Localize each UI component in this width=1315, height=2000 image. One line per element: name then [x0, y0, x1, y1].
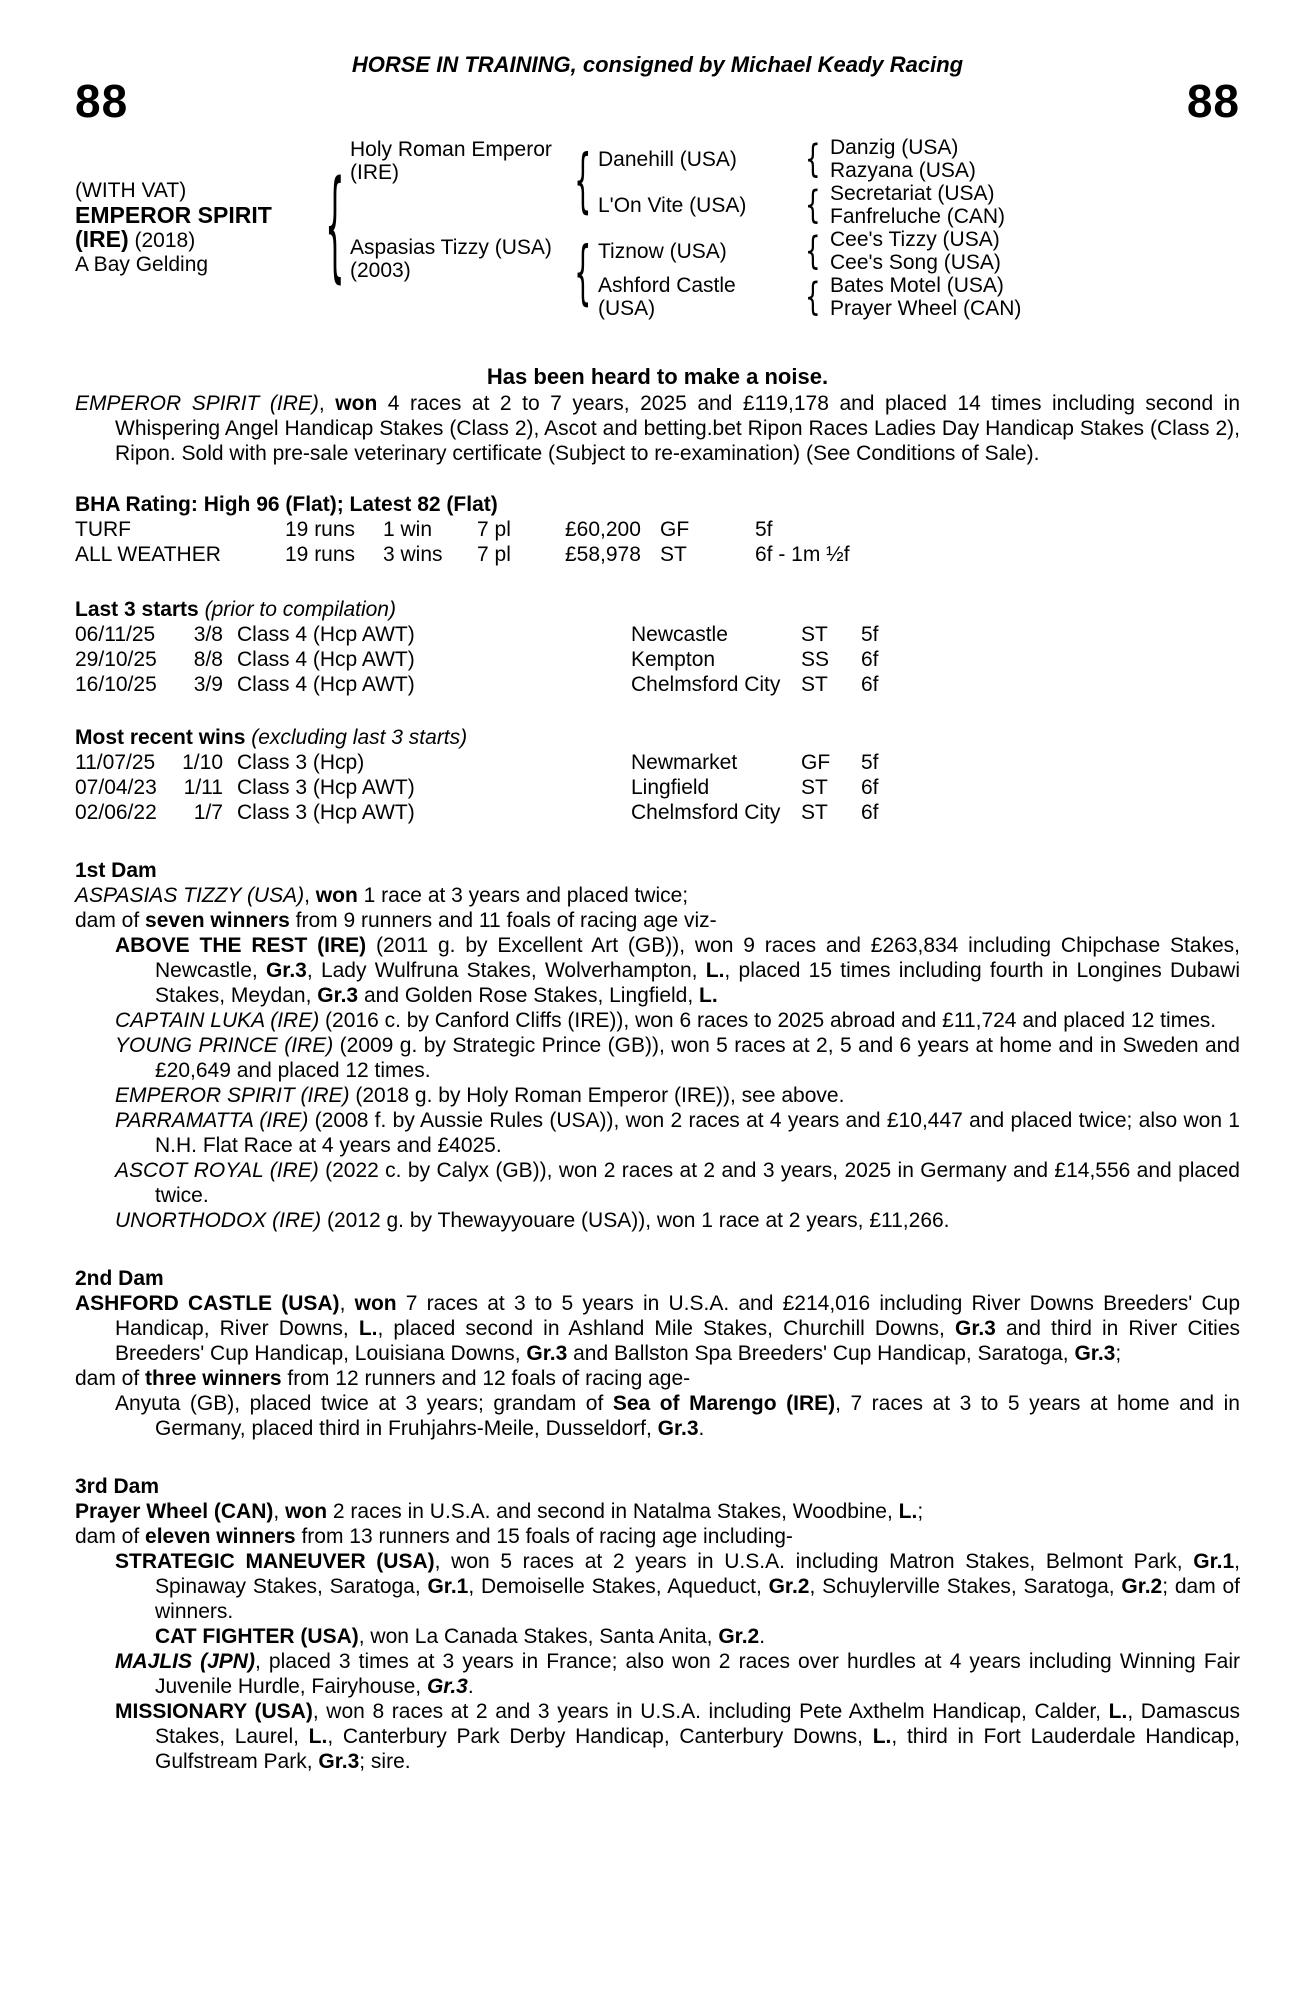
- pedigree-brace-gen3: [796, 228, 830, 274]
- win-date: 07/04/23: [75, 776, 157, 799]
- second-dam-heading: 2nd Dam: [75, 1267, 164, 1290]
- second-dam-section: [75, 1266, 1240, 1441]
- last-starts-section: [75, 597, 1240, 697]
- win-class: Class 3 (Hcp AWT): [237, 776, 415, 799]
- progeny-entry: UNORTHODOX (IRE) (2012 g. by Thewayyouare (USA)), won 1 race at 2 years, £11,266.: [115, 1209, 950, 1232]
- win-row: [75, 800, 1240, 825]
- pedigree-dam: Aspasias Tizzy (USA) (2003): [350, 236, 552, 282]
- earnings-value: £60,200: [565, 518, 641, 541]
- start-row: [75, 647, 1240, 672]
- pedigree-gen2-sire-dam: L'On Vite (USA): [598, 193, 747, 217]
- win-position: 1/7: [193, 801, 223, 824]
- win-distance: 6f: [861, 776, 879, 799]
- third-dam-section: [75, 1474, 1240, 1774]
- start-course: Kempton: [631, 648, 716, 671]
- start-distance: 5f: [861, 623, 879, 646]
- win-distance: 6f: [861, 801, 879, 824]
- pedigree-gen3-name: Cee's Tizzy (USA): [830, 228, 1000, 251]
- pedigree-gen3-name: Cee's Song (USA): [830, 251, 1001, 274]
- surface-label: ALL WEATHER: [75, 543, 221, 566]
- progeny-entry: STRATEGIC MANEUVER (USA), won 5 races at 2 years in U.S.A. including Matron Stakes, Belmont Park, Gr.1, Spinaway Stakes, Saratoga, Gr.1, Demoiselle Stakes, Aqueduct, Gr.2, Schuylerville Stakes, Saratoga, Gr.2; dam of winners.: [115, 1550, 1240, 1623]
- dam-produce-summary: dam of seven winners from 9 runners and 11 foals of racing age viz-: [75, 909, 717, 932]
- win-course: Lingfield: [631, 776, 710, 799]
- progeny-entry: CAPTAIN LUKA (IRE) (2016 c. by Canford Cliffs (IRE)), won 6 races to 2025 abroad and £11,724 and placed 12 times.: [115, 1009, 1217, 1032]
- progeny-entry: EMPEROR SPIRIT (IRE) (2018 g. by Holy Roman Emperor (IRE)), see above.: [115, 1084, 845, 1107]
- win-class: Class 3 (Hcp AWT): [237, 801, 415, 824]
- progeny-entry: MISSIONARY (USA), won 8 races at 2 and 3 years in U.S.A. including Pete Axthelm Handicap, Calder, L., Damascus Stakes, Laurel, L., Canterbury Park Derby Handicap, Canterbury Downs, L., third in Fort Lauderdale Handicap, Gulfstream Park, Gr.3; sire.: [115, 1700, 1240, 1773]
- going-value: ST: [660, 543, 687, 566]
- recent-wins-heading: [75, 725, 1240, 750]
- last-starts-title: Last 3 starts: [75, 598, 199, 621]
- vendor-note: Has been heard to make a noise.: [486, 364, 829, 389]
- start-position: 3/8: [193, 623, 223, 646]
- pedigree-gen3-name: Bates Motel (USA): [830, 274, 1004, 297]
- pedigree-brace-gen3: [796, 274, 830, 320]
- start-position: 3/9: [193, 673, 223, 696]
- dam-record: ASHFORD CASTLE (USA), won 7 races at 3 to 5 years in U.S.A. and £214,016 including River Downs Breeders' Cup Handicap, River Downs, L., placed second in Ashland Mile Stakes, Churchill Downs, Gr.3 and third in River Cities Breeders' Cup Handicap, Louisiana Downs, Gr.3 and Ballston Spa Breeders' Cup Handicap, Saratoga, Gr.3;: [75, 1292, 1241, 1365]
- dam-record: ASPASIAS TIZZY (USA), won 1 race at 3 years and placed twice;: [75, 884, 689, 907]
- start-class: Class 4 (Hcp AWT): [237, 673, 415, 696]
- start-going: ST: [801, 673, 828, 696]
- third-dam-heading: 3rd Dam: [75, 1475, 160, 1498]
- start-position: 8/8: [193, 648, 223, 671]
- progeny-entry: MAJLIS (JPN), placed 3 times at 3 years in France; also won 2 races over hurdles at 4 years including Winning Fair Juvenile Hurdle, Fairyhouse, Gr.3.: [115, 1650, 1240, 1698]
- wins-value: 3 wins: [383, 543, 443, 566]
- win-date: 11/07/25: [75, 751, 156, 774]
- horse-description: A Bay Gelding: [75, 253, 209, 276]
- lot-number-right: 88: [1186, 75, 1240, 127]
- earnings-value: £58,978: [565, 543, 641, 566]
- win-distance: 5f: [861, 751, 879, 774]
- pedigree-gen3-name: Secretariat (USA): [830, 182, 995, 205]
- race-record-summary: EMPEROR SPIRIT (IRE), won 4 races at 2 to 7 years, 2025 and £119,178 and placed 14 times including second in Whispering Angel Handicap Stakes (Class 2), Ascot and betting.bet Ripon Races Ladies Day Handicap Stakes (Class 2), Ripon. Sold with pre-sale veterinary certificate (Subject to re-examination) (See Conditions of Sale).: [75, 392, 1240, 465]
- win-date: 02/06/22: [75, 801, 157, 824]
- places-value: 7 pl: [477, 518, 511, 541]
- dam-produce-summary: dam of eleven winners from 13 runners and 15 foals of racing age including-: [75, 1525, 793, 1548]
- recent-wins-title: Most recent wins: [75, 726, 246, 749]
- last-starts-heading: [75, 597, 1240, 622]
- runs-value: 19 runs: [285, 543, 356, 566]
- progeny-entry: PARRAMATTA (IRE) (2008 f. by Aussie Rules (USA)), won 2 races at 4 years and £10,447 and placed twice; also won 1 N.H. Flat Race at 4 years and £4025.: [115, 1109, 1240, 1157]
- distance-value: 6f - 1m ½f: [755, 543, 850, 566]
- win-going: ST: [801, 776, 828, 799]
- pedigree-gen3-name: Razyana (USA): [830, 159, 976, 182]
- runs-value: 19 runs: [285, 518, 356, 541]
- start-class: Class 4 (Hcp AWT): [237, 648, 415, 671]
- lot-row: [75, 75, 1240, 127]
- pedigree-gen2-dam-sire: Tiznow (USA): [598, 239, 727, 263]
- distance-value: 5f: [755, 518, 773, 541]
- wins-value: 1 win: [383, 518, 433, 541]
- win-position: 1/10: [182, 751, 223, 774]
- win-row: [75, 775, 1240, 800]
- horse-name: EMPEROR SPIRIT: [75, 202, 272, 228]
- places-value: 7 pl: [477, 543, 511, 566]
- pedigree-sire: Holy Roman Emperor (IRE): [350, 138, 552, 184]
- vat-label: (WITH VAT): [75, 179, 187, 202]
- pedigree-gen3-name: Prayer Wheel (CAN): [830, 297, 1022, 320]
- start-going: ST: [801, 623, 828, 646]
- first-dam-section: [75, 858, 1240, 1233]
- progeny-entry: CAT FIGHTER (USA), won La Canada Stakes, Santa Anita, Gr.2.: [155, 1625, 766, 1648]
- surface-label: TURF: [75, 518, 131, 541]
- pedigree-brace-main: [320, 136, 350, 320]
- start-course: Chelmsford City: [631, 673, 781, 696]
- subject-block: [75, 136, 320, 320]
- win-going: GF: [801, 751, 831, 774]
- surface-row-turf: [75, 517, 1240, 542]
- consignor-header: HORSE IN TRAINING, consigned by Michael Keady Racing: [351, 52, 964, 77]
- recent-wins-section: [75, 725, 1240, 825]
- start-course: Newcastle: [631, 623, 728, 646]
- pedigree-brace-gen3: [796, 136, 830, 182]
- recent-wins-note: (excluding last 3 starts): [251, 726, 468, 749]
- pedigree-gen2-dam-dam: Ashford Castle (USA): [598, 274, 736, 320]
- lot-number-left: 88: [75, 75, 129, 127]
- start-class: Class 4 (Hcp AWT): [237, 623, 415, 646]
- pedigree-gen3-name: Danzig (USA): [830, 136, 959, 159]
- going-value: GF: [660, 518, 690, 541]
- first-dam-heading: 1st Dam: [75, 859, 157, 882]
- win-class: Class 3 (Hcp): [237, 751, 365, 774]
- dam-record: Prayer Wheel (CAN), won 2 races in U.S.A. and second in Natalma Stakes, Woodbine, L.;: [75, 1500, 924, 1523]
- progeny-entry: ASCOT ROYAL (IRE) (2022 c. by Calyx (GB)), won 2 races at 2 and 3 years, 2025 in Germany and £14,556 and placed twice.: [115, 1159, 1240, 1207]
- start-date: 06/11/25: [75, 623, 156, 646]
- pedigree-gen2-sire-sire: Danehill (USA): [598, 147, 737, 171]
- last-starts-note: (prior to compilation): [204, 598, 396, 621]
- start-distance: 6f: [861, 648, 879, 671]
- win-going: ST: [801, 801, 828, 824]
- pedigree-brace-sire: [568, 136, 598, 228]
- start-date: 29/10/25: [75, 648, 157, 671]
- start-row: [75, 622, 1240, 647]
- pedigree-gen3-name: Fanfreluche (CAN): [830, 205, 1006, 228]
- bha-block: [75, 492, 1240, 567]
- win-course: Chelmsford City: [631, 801, 781, 824]
- win-course: Newmarket: [631, 751, 738, 774]
- progeny-entry: ABOVE THE REST (IRE) (2011 g. by Excellent Art (GB)), won 9 races and £263,834 including Chipchase Stakes, Newcastle, Gr.3, Lady Wulfruna Stakes, Wolverhampton, L., placed 15 times including fourth in Longines Dubawi Stakes, Meydan, Gr.3 and Golden Rose Stakes, Lingfield, L.: [115, 934, 1240, 1007]
- start-distance: 6f: [861, 673, 879, 696]
- progeny-entry: YOUNG PRINCE (IRE) (2009 g. by Strategic Prince (GB)), won 5 races at 2, 5 and 6 years at home and in Sweden and £20,649 and placed 12 times.: [115, 1034, 1240, 1082]
- pedigree-brace-gen3: [796, 182, 830, 228]
- horse-suffix-year: (IRE) (2018): [75, 226, 196, 252]
- start-row: [75, 672, 1240, 697]
- bha-rating: BHA Rating: High 96 (Flat); Latest 82 (Flat): [75, 493, 498, 516]
- start-going: SS: [801, 648, 830, 671]
- surface-row-all-weather: [75, 542, 1240, 567]
- progeny-entry: Anyuta (GB), placed twice at 3 years; grandam of Sea of Marengo (IRE), 7 races at 3 to 5 years at home and in Germany, placed third in Fruhjahrs-Meile, Dusseldorf, Gr.3.: [115, 1392, 1240, 1440]
- start-date: 16/10/25: [75, 673, 157, 696]
- win-row: [75, 750, 1240, 775]
- pedigree-table: [75, 136, 1240, 320]
- dam-produce-summary: dam of three winners from 12 runners and 12 foals of racing age-: [75, 1367, 691, 1390]
- pedigree-brace-dam: [568, 228, 598, 320]
- win-position: 1/11: [183, 776, 223, 799]
